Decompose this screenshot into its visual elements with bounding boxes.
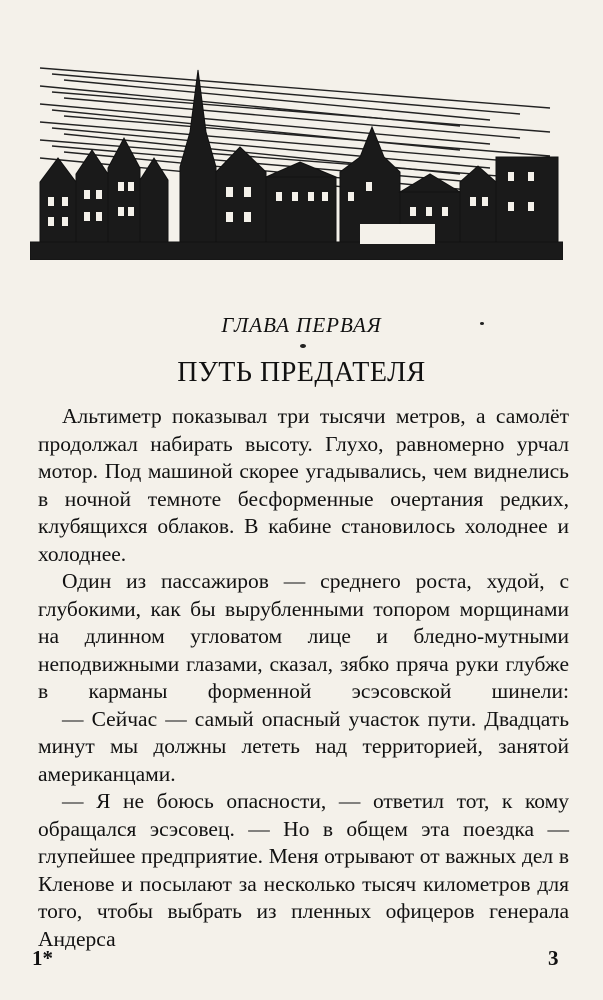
body-text bbox=[38, 403, 569, 953]
chapter-title: ПУТЬ ПРЕДАТЕЛЯ bbox=[177, 357, 426, 388]
chapter-label: ГЛАВА ПЕРВАЯ bbox=[221, 313, 382, 337]
ink-speck bbox=[480, 322, 484, 325]
footer-signature: 1* bbox=[32, 946, 53, 970]
town-skyline-illustration bbox=[30, 62, 563, 260]
page-number: 3 bbox=[548, 946, 559, 970]
ink-speck bbox=[300, 344, 306, 348]
paragraph: Альтиметр показывал три тысячи метров, а самолёт продолжал набирать высоту. Глухо, равномерно урчал мотор. Под машиной скорее угадывались, чем виднелись в ночной темноте бесформенные очертания редких, клубящихся облаков. В кабине становилось холоднее и холоднее. bbox=[38, 404, 569, 566]
paragraph: Один из пассажиров — среднего роста, худой, с глубокими, как бы вырубленными топором морщинами на длинном угловатом лице и бледно-мутными неподвижными глазами, сказал, зябко пряча руки глубже в карманы форменной эсэсовской шинели: bbox=[38, 569, 569, 703]
paragraph: — Я не боюсь опасности, — ответил тот, к кому обращался эсэсовец. — Но в общем эта поездка — глупейшее предприятие. Меня отрывают от важных дел в Кленове и посылают за несколько тысяч километров для того, чтобы выбрать из пленных офицеров генерала Андерса bbox=[38, 789, 569, 951]
paragraph: — Сейчас — самый опасный участок пути. Двадцать минут мы должны лететь над территорией, занятой американцами. bbox=[38, 706, 569, 786]
